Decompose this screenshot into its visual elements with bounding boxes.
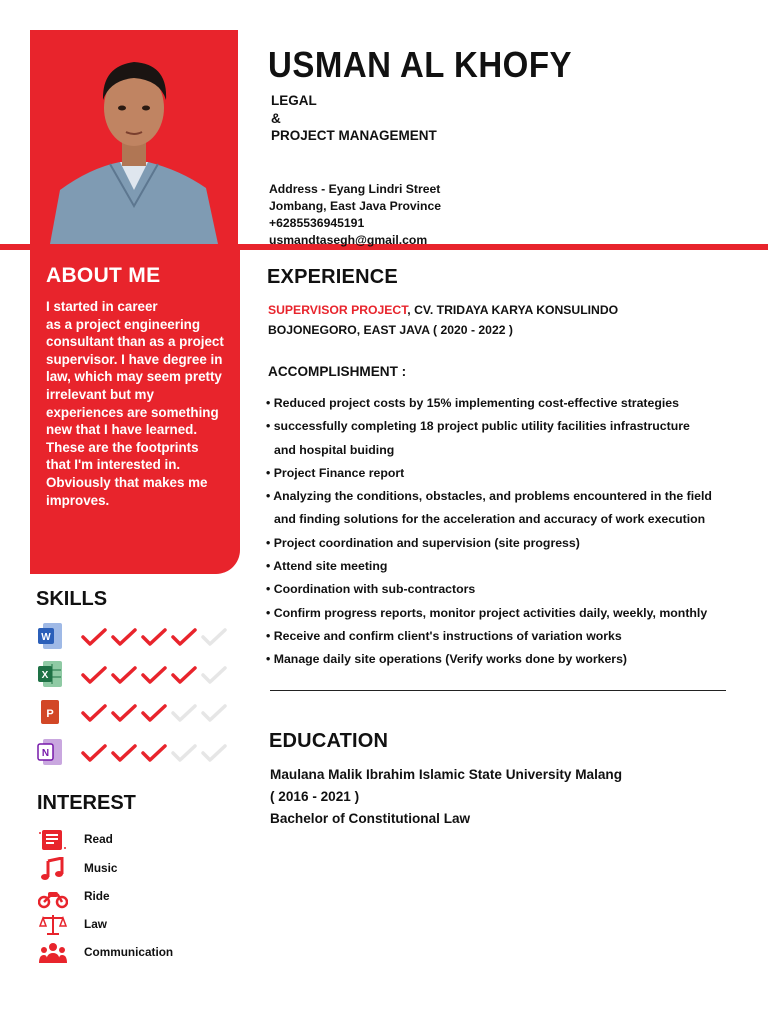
about-line: I started in career <box>46 299 158 314</box>
interest-item-read <box>38 828 218 852</box>
skill-rating <box>81 702 231 724</box>
phone-number: +6285536945191 <box>269 216 365 230</box>
role-title <box>271 92 437 145</box>
svg-text:W: W <box>41 632 51 643</box>
about-line: Obviously that makes me <box>46 474 208 490</box>
word-icon <box>37 622 63 650</box>
check-off-icon <box>173 746 195 760</box>
check-on-icon <box>83 746 105 760</box>
job-position: SUPERVISOR PROJECT <box>268 303 408 317</box>
list-item: • Attend site meeting <box>266 559 388 574</box>
role-line: PROJECT MANAGEMENT <box>271 128 437 143</box>
role-line: & <box>271 110 281 126</box>
check-on-icon <box>83 630 105 644</box>
skill-rating <box>81 664 231 686</box>
interest-title: INTEREST <box>37 792 136 814</box>
interest-item-communication <box>38 941 218 965</box>
skills-title: SKILLS <box>36 588 108 610</box>
list-item: • Manage daily site operations (Verify works done by workers) <box>266 652 628 667</box>
check-on-icon <box>113 706 135 720</box>
check-on-icon <box>143 668 165 682</box>
list-item: • Receive and confirm client's instructions of variation works <box>266 628 622 643</box>
job-location: BOJONEGORO, EAST JAVA ( 2020 - 2022 ) <box>268 323 513 337</box>
check-off-icon <box>203 668 225 682</box>
about-line: experiences are something <box>46 404 219 420</box>
skill-row-onenote <box>37 738 237 768</box>
check-on-icon <box>83 668 105 682</box>
address-line: Jombang, East Java Province <box>269 199 442 213</box>
interest-label: Law <box>84 917 107 931</box>
list-item: • successfully completing 18 project public utility facilities infrastructure <box>266 419 690 434</box>
check-off-icon <box>203 746 225 760</box>
interest-item-law <box>38 913 218 937</box>
address-line: Address - Eyang Lindri Street <box>269 182 441 196</box>
about-panel <box>30 250 240 574</box>
about-text <box>46 298 226 509</box>
education-title: EDUCATION <box>269 730 389 752</box>
education-years: ( 2016 - 2021 ) <box>270 789 360 804</box>
accomplishment-list <box>266 395 736 675</box>
list-item: • Confirm progress reports, monitor project activities daily, weekly, monthly <box>266 605 708 620</box>
about-line: that I'm interested in. <box>46 457 181 473</box>
svg-text:X: X <box>41 670 49 681</box>
list-item: • Project coordination and supervision (site progress) <box>266 535 580 550</box>
about-line: consultant than as a project <box>46 334 224 350</box>
job-company: , CV. TRIDAYA KARYA KONSULINDO <box>407 303 619 317</box>
interest-item-ride <box>38 885 218 909</box>
onenote-icon <box>37 738 63 766</box>
check-off-icon <box>203 706 225 720</box>
check-on-icon <box>113 746 135 760</box>
list-item: • Project Finance report <box>266 465 405 480</box>
book-icon <box>38 828 68 852</box>
check-on-icon <box>83 706 105 720</box>
list-item: and finding solutions for the acceleration and accuracy of work execution <box>274 512 706 527</box>
list-item: • Analyzing the conditions, obstacles, and problems encountered in the field <box>266 489 712 504</box>
svg-text:P: P <box>46 708 54 720</box>
check-on-icon <box>143 706 165 720</box>
about-line: improves. <box>46 492 110 508</box>
candidate-name: USMAN AL KHOFY <box>268 44 572 85</box>
about-line: These are the footprints <box>46 439 199 455</box>
motorcycle-icon <box>38 885 68 909</box>
list-item: • Coordination with sub-contractors <box>266 582 476 597</box>
about-line: supervisor. I have degree in <box>46 351 223 367</box>
about-line: as a project engineering <box>46 316 201 332</box>
section-divider <box>270 690 726 691</box>
interest-label: Read <box>84 832 113 846</box>
list-item: and hospital buiding <box>274 442 395 457</box>
check-off-icon <box>203 630 225 644</box>
powerpoint-icon <box>37 698 63 726</box>
about-title: ABOUT ME <box>46 264 161 287</box>
interest-item-music <box>38 857 218 881</box>
university-name: Maulana Malik Ibrahim Islamic State University Malang <box>270 767 623 782</box>
skill-row-powerpoint <box>37 698 237 728</box>
accomplishment-title: ACCOMPLISHMENT : <box>268 364 407 379</box>
list-item: • Reduced project costs by 15% implementing cost-effective strategies <box>266 396 679 410</box>
check-on-icon <box>113 668 135 682</box>
svg-text:N: N <box>41 748 50 759</box>
check-on-icon <box>143 746 165 760</box>
people-icon <box>38 941 68 965</box>
contact-info <box>269 181 441 249</box>
check-on-icon <box>173 630 195 644</box>
email-address[interactable]: usmandtasegh@gmail.com <box>269 233 428 247</box>
check-on-icon <box>113 630 135 644</box>
interest-label: Communication <box>84 945 174 959</box>
excel-icon <box>37 660 63 688</box>
check-on-icon <box>173 668 195 682</box>
scales-icon <box>38 913 68 937</box>
skill-row-excel <box>37 660 237 690</box>
profile-photo <box>30 30 238 244</box>
interest-label: Ride <box>84 889 110 903</box>
check-off-icon <box>173 706 195 720</box>
portrait-illustration <box>30 30 238 244</box>
job-title-line <box>268 303 618 317</box>
experience-title: EXPERIENCE <box>267 266 398 288</box>
skill-row-word <box>37 622 237 652</box>
role-line: LEGAL <box>271 93 317 108</box>
education-details <box>270 764 622 830</box>
skill-rating <box>81 742 231 764</box>
music-icon <box>38 857 68 881</box>
skill-rating <box>81 626 231 648</box>
interest-label: Music <box>84 861 118 875</box>
about-line: irrelevant but my <box>46 386 154 402</box>
about-line: law, which may seem pretty <box>46 369 222 385</box>
degree-name: Bachelor of Constitutional Law <box>270 811 471 826</box>
check-on-icon <box>143 630 165 644</box>
about-line: new that I have learned. <box>46 422 198 438</box>
